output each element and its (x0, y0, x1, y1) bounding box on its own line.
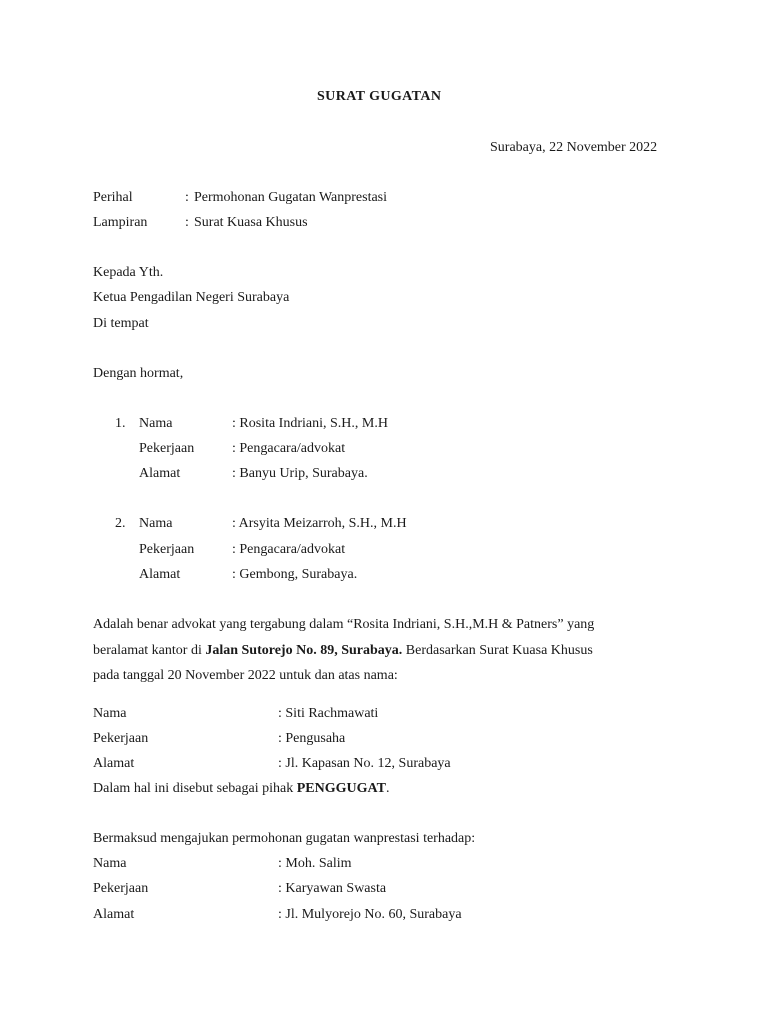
plaintiff-role: PENGGUGAT (296, 781, 386, 796)
plaintiff-label: Nama (93, 706, 127, 721)
office-suffix: Berdasarkan Surat Kuasa Khusus (402, 643, 593, 658)
addressee-line: Kepada Yth. (93, 265, 164, 280)
advocate-value: : Pengacara/advokat (232, 441, 346, 456)
advocate-value: : Gembong, Surabaya. (232, 567, 358, 582)
advocate-label: Alamat (139, 466, 181, 481)
defendant-value: : Karyawan Swasta (278, 881, 387, 896)
plaintiff-note-text: Dalam hal ini disebut sebagai pihak (93, 781, 297, 796)
addressee-line: Di tempat (93, 316, 149, 331)
lampiran-sep: : (185, 215, 189, 230)
addressee-line: Ketua Pengadilan Negeri Surabaya (93, 290, 290, 305)
advocate-label: Nama (139, 416, 173, 431)
advocate-label: Pekerjaan (139, 542, 195, 557)
defendant-value: : Moh. Salim (278, 856, 352, 871)
advocate-value: : Pengacara/advokat (232, 542, 346, 557)
document-title: SURAT GUGATAN (317, 89, 442, 104)
defendant-label: Alamat (93, 907, 135, 922)
advocate-label: Nama (139, 516, 173, 531)
perihal-label: Perihal (93, 190, 133, 205)
greeting: Dengan hormat, (93, 366, 184, 381)
plaintiff-label: Alamat (93, 756, 135, 771)
plaintiff-value: : Jl. Kapasan No. 12, Surabaya (278, 756, 451, 771)
defendant-value: : Jl. Mulyorejo No. 60, Surabaya (278, 907, 462, 922)
advocate-number: 1. (115, 416, 126, 431)
plaintiff-label: Pekerjaan (93, 731, 149, 746)
office-prefix: beralamat kantor di (93, 643, 206, 658)
body-paragraph-line: Adalah benar advokat yang tergabung dalam “Rosita Indriani, S.H.,M.H & Patners” yang (93, 617, 595, 632)
advocate-value: : Arsyita Meizarroh, S.H., M.H (232, 516, 407, 531)
plaintiff-value: : Pengusaha (278, 731, 346, 746)
lampiran-label: Lampiran (93, 215, 148, 230)
advocate-number: 2. (115, 516, 126, 531)
lampiran-value: Surat Kuasa Khusus (194, 215, 308, 230)
advocate-label: Pekerjaan (139, 441, 195, 456)
perihal-value: Permohonan Gugatan Wanprestasi (194, 190, 388, 205)
place-date: Surabaya, 22 November 2022 (490, 140, 658, 155)
defendant-label: Pekerjaan (93, 881, 149, 896)
plaintiff-value: : Siti Rachmawati (278, 706, 379, 721)
perihal-sep: : (185, 190, 189, 205)
office-address: Jalan Sutorejo No. 89, Surabaya. (205, 643, 403, 658)
plaintiff-note (93, 780, 389, 797)
body-paragraph-line: pada tanggal 20 November 2022 untuk dan atas nama: (93, 668, 398, 683)
body-paragraph-line (93, 642, 593, 659)
body-paragraph-line: Bermaksud mengajukan permohonan gugatan wanprestasi terhadap: (93, 831, 476, 846)
advocate-label: Alamat (139, 567, 181, 582)
advocate-value: : Banyu Urip, Surabaya. (232, 466, 368, 481)
defendant-label: Nama (93, 856, 127, 871)
plaintiff-note-end: . (385, 781, 390, 796)
advocate-value: : Rosita Indriani, S.H., M.H (232, 416, 388, 431)
